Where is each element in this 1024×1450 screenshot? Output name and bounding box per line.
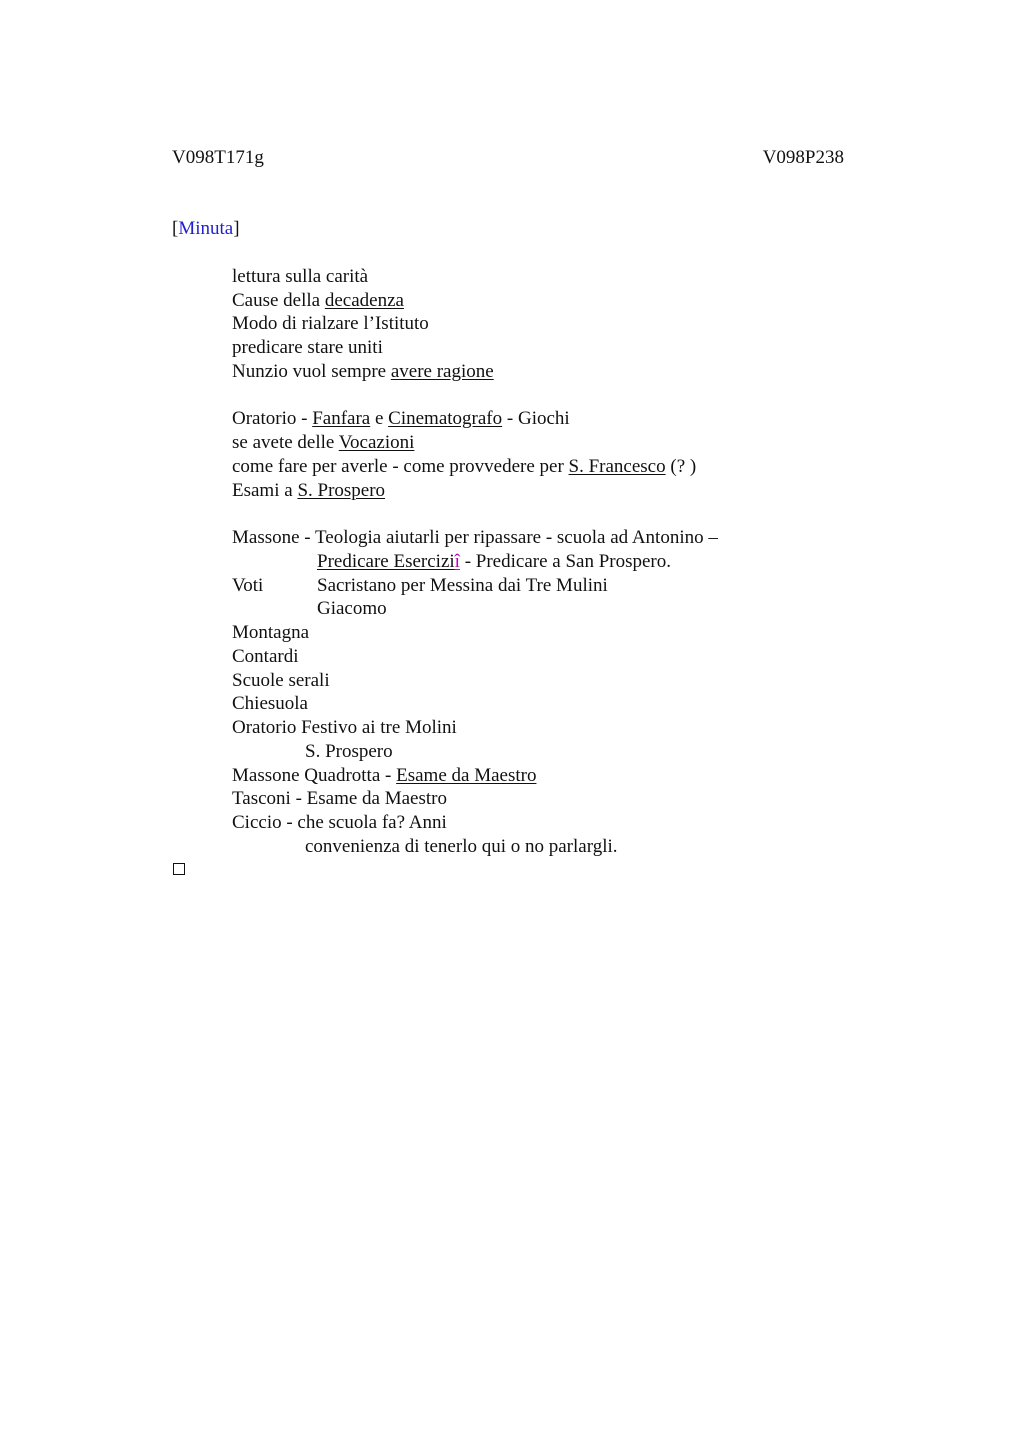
editorial-mark: î <box>454 551 460 572</box>
note-line: predicare stare uniti <box>232 337 383 358</box>
note-line <box>232 360 494 384</box>
note-line <box>232 479 385 503</box>
document-code-left: V098T171g <box>172 147 264 168</box>
underlined-text: Fanfara <box>312 408 371 429</box>
note-line <box>232 407 570 431</box>
note-line: convenienza di tenerlo qui o no parlargli. <box>305 836 618 857</box>
text-span: come fare per averle - come provvedere per <box>232 456 569 477</box>
note-line: Oratorio Festivo ai tre Molini <box>232 717 457 738</box>
underlined-text: decadenza <box>324 290 404 311</box>
note-line: Ciccio - che scuola fa? Anni <box>232 812 447 833</box>
note-line: Massone - Teologia aiutarli per ripassare - scuola ad Antonino – <box>232 527 718 548</box>
note-line: Montagna <box>232 622 310 643</box>
note-line: Sacristano per Messina dai Tre Mulini <box>317 575 608 596</box>
text-span: Esami a <box>232 480 298 501</box>
note-line: Contardi <box>232 646 299 667</box>
minuta-tag <box>172 217 240 241</box>
note-line: Scuole serali <box>232 670 330 691</box>
page-code-right: V098P238 <box>762 147 844 168</box>
note-line: Modo di rialzare l’Istituto <box>232 313 429 334</box>
text-span: - Predicare a San Prospero. <box>459 551 671 572</box>
voti-label: Voti <box>232 575 264 596</box>
text-span: Massone Quadrotta - <box>232 765 397 786</box>
text-span: - Giochi <box>502 408 570 429</box>
text-span: Cause della <box>232 290 325 311</box>
note-line <box>232 289 404 313</box>
tag-close-bracket: ] <box>233 218 240 239</box>
note-line: lettura sulla carità <box>232 266 369 287</box>
note-line <box>232 764 536 788</box>
tag-open-bracket: [ <box>172 218 179 239</box>
underlined-text: avere ragione <box>390 361 494 382</box>
end-square-icon <box>173 863 185 875</box>
note-line <box>232 431 414 455</box>
text-span: Oratorio - <box>232 408 313 429</box>
note-line: S. Prospero <box>305 741 393 762</box>
note-line: Tasconi - Esame da Maestro <box>232 788 447 809</box>
note-line <box>232 455 696 479</box>
note-line <box>317 550 671 574</box>
underlined-text: S. Francesco <box>568 456 666 477</box>
text-span: Nunzio vuol sempre <box>232 361 391 382</box>
text-span: (? ) <box>665 456 697 477</box>
text-span: se avete delle <box>232 432 339 453</box>
text-span: e <box>370 408 389 429</box>
note-line: Chiesuola <box>232 693 308 714</box>
underlined-text: Cinematografo <box>388 408 503 429</box>
underlined-text: Predicare Esercizi <box>317 551 455 572</box>
underlined-text: S. Prospero <box>297 480 386 501</box>
underlined-text: Vocazioni <box>338 432 415 453</box>
underlined-text: Esame da Maestro <box>396 765 537 786</box>
minuta-label: Minuta <box>178 218 234 239</box>
note-line: Giacomo <box>317 598 387 619</box>
